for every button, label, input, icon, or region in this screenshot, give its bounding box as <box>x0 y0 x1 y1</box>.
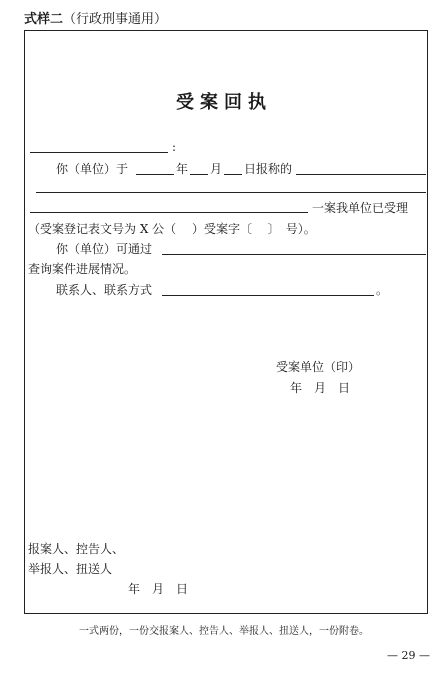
month-text: 月 <box>210 162 223 176</box>
day-blank[interactable] <box>224 174 242 175</box>
footnote: 一式两份，一份交报案人、控告人、举报人、扭送人，一份附卷。 <box>79 626 369 637</box>
page-number: — 29 — <box>387 649 430 662</box>
case-accepted-text: 一案我单位已受理 <box>312 201 409 215</box>
contact-text: 联系人、联系方式 <box>56 283 153 297</box>
signature-date: 年 月 日 <box>290 381 351 395</box>
query-channel-blank[interactable] <box>162 254 426 255</box>
template-scope: （行政刑事通用） <box>63 12 168 27</box>
case-description-blank[interactable] <box>36 192 426 193</box>
reporter-label-1: 报案人、控告人、 <box>28 542 125 556</box>
day-report-text: 日报称的 <box>244 162 293 176</box>
reporter-date: 年 月 日 <box>128 582 189 596</box>
year-text: 年 <box>176 162 189 176</box>
form-title: 受案回执 <box>176 92 272 113</box>
template-number: 式样二 <box>24 12 64 27</box>
recipient-name-blank[interactable] <box>30 152 168 153</box>
reporter-label-2: 举报人、扭送人 <box>28 562 113 576</box>
registration-number-text: （受案登记表文号为 X 公（ ）受案字〔 〕 号）。 <box>28 222 316 236</box>
colon-text: : <box>172 140 177 154</box>
case-name-blank[interactable] <box>30 212 308 213</box>
query-progress-text: 查询案件进展情况。 <box>28 262 137 276</box>
period-text: 。 <box>376 283 389 297</box>
contact-blank[interactable] <box>162 295 374 296</box>
you-unit-on-text: 你（单位）于 <box>56 162 129 176</box>
form-frame <box>24 30 428 614</box>
report-content-blank[interactable] <box>296 174 426 175</box>
year-blank[interactable] <box>136 174 174 175</box>
form-template-label <box>24 8 167 27</box>
can-via-text: 你（单位）可通过 <box>56 242 153 256</box>
receiving-unit-seal: 受案单位（印） <box>276 360 361 374</box>
month-blank[interactable] <box>190 174 208 175</box>
